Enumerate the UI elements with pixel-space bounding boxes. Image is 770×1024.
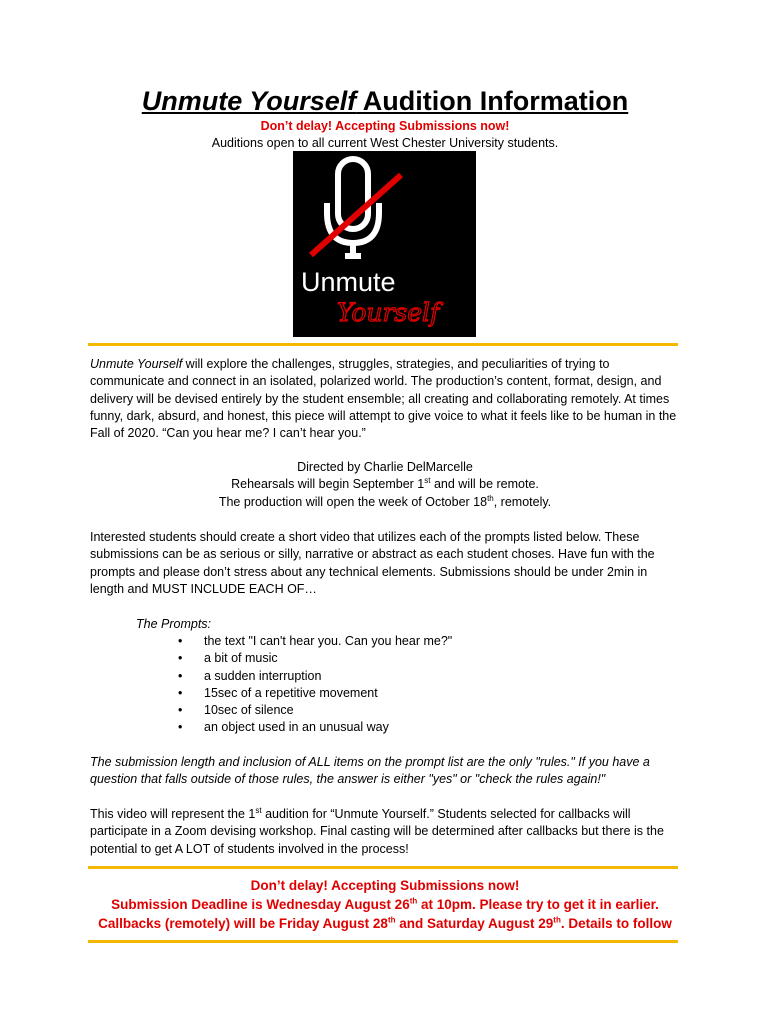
production-details	[0, 459, 770, 511]
prompts-list	[136, 633, 452, 736]
footer-tagline: Don’t delay! Accepting Submissions now!	[250, 878, 520, 893]
instructions-paragraph: Interested students should create a short video that utilizes each of the prompts listed below. These submissions can be as serious or silly, narrative or abstract as each student choses. Have fun with the prompts and please don’t stress about any technical elements. Submissions should be under 2min in length and MUST INCLUDE EACH OF…	[90, 530, 655, 596]
list-item: • an object used in an unusual way	[136, 719, 452, 736]
director-line: Directed by Charlie DelMarcelle	[297, 460, 473, 474]
prompts-heading: The Prompts:	[136, 617, 212, 631]
divider-top	[88, 343, 678, 346]
logo-word-unmute: Unmute	[301, 267, 396, 297]
list-item: • 15sec of a repetitive movement	[136, 685, 452, 702]
footer-notice	[0, 876, 770, 933]
footer-deadline: Submission Deadline is Wednesday August 26th at 10pm. Please try to get it in earlier.	[111, 896, 659, 912]
unmute-yourself-logo	[293, 151, 476, 337]
rehearsals-line: Rehearsals will begin September 1st and will be remote.	[231, 476, 539, 492]
intro-body: will explore the challenges, struggles, strategies, and peculiarities of trying to communicate and connect in an isolated, polarized world. The production’s content, format, design, and delivery will be devised entirely by the student ensemble; all creating and collaborating remotely. At times funny, dark, absurd, and honest, this piece will attempt to give voice to what it feels like to be human in the Fall of 2020. “Can you hear me? I can’t hear you.”	[90, 357, 677, 441]
title-rest: Audition Information	[356, 86, 629, 116]
rules-paragraph: The submission length and inclusion of ALL items on the prompt list are the only "rules." If you have a question that falls outside of those rules, the answer is either "yes" or "check the rules again!"	[90, 755, 650, 787]
callback-paragraph: This video will represent the 1st audition for “Unmute Yourself.” Students selected for callbacks will participate in a Zoom devising workshop. Final casting will be determined after callbacks but there is the potential to get A LOT of students involved in the process!	[90, 805, 664, 856]
subtitle: Auditions open to all current West Chester University students.	[211, 136, 559, 150]
intro-show-name: Unmute Yourself	[90, 357, 183, 371]
list-item: • the text "I can't hear you. Can you hear me?"	[136, 633, 452, 650]
footer-callbacks: Callbacks (remotely) will be Friday August 28th and Saturday August 29th. Details to follow	[98, 915, 672, 931]
list-item: • a bit of music	[136, 650, 452, 667]
opening-line: The production will open the week of October 18th, remotely.	[218, 493, 552, 509]
tagline: Don’t delay! Accepting Submissions now!	[260, 119, 510, 133]
title-show-name: Unmute Yourself	[141, 86, 357, 116]
logo-word-yourself: Yourself	[337, 298, 440, 327]
list-item: • 10sec of silence	[136, 702, 452, 719]
divider-middle	[88, 866, 678, 869]
intro-paragraph	[90, 356, 680, 442]
divider-bottom	[88, 940, 678, 943]
list-item: • a sudden interruption	[136, 668, 452, 685]
prompts-section	[136, 616, 452, 736]
page-title	[0, 84, 770, 118]
microphone-muted-icon	[293, 151, 476, 337]
